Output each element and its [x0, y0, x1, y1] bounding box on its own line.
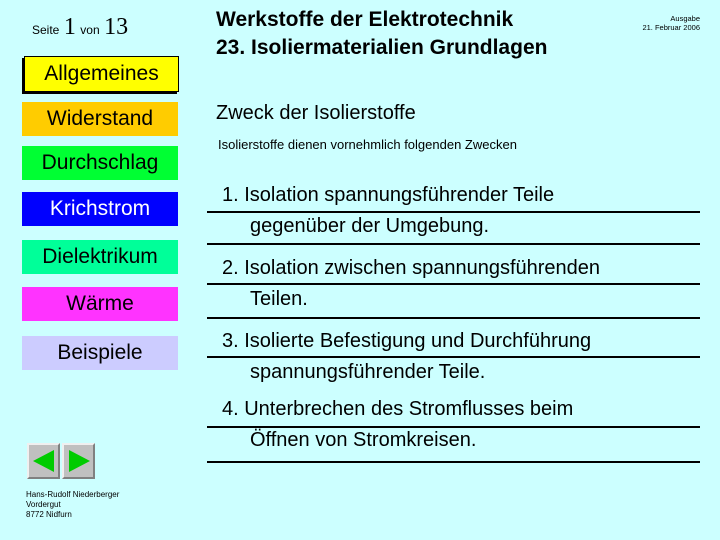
list-item-line2: spannungsführender Teile. — [250, 361, 486, 383]
nav-button-beispiele[interactable]: Beispiele — [22, 336, 178, 370]
list-item-line1: 1. Isolation spannungsführender Teile — [222, 184, 555, 206]
section-heading: Zweck der Isolierstoffe — [216, 102, 416, 124]
page-label: Seite — [32, 23, 60, 37]
author-name: Hans-Rudolf Niederberger — [26, 490, 120, 499]
edition-label: Ausgabe — [670, 14, 700, 23]
author-info — [26, 490, 119, 520]
previous-slide-button[interactable] — [27, 443, 60, 479]
divider — [207, 356, 700, 358]
page-of-label: von — [80, 23, 100, 37]
list-item-line1: 2. Isolation zwischen spannungsführenden — [222, 257, 601, 279]
nav-button-allgemeines[interactable]: Allgemeines — [24, 56, 179, 92]
nav-button-krichstrom[interactable]: Krichstrom — [22, 192, 178, 226]
list-item-line2: Teilen. — [250, 288, 308, 310]
divider — [207, 317, 700, 319]
divider — [207, 283, 700, 285]
list-item-line2: Öffnen von Stromkreisen. — [250, 429, 477, 451]
nav-button-durchschlag[interactable]: Durchschlag — [22, 146, 178, 180]
intro-text: Isolierstoffe dienen vornehmlich folgenden Zwecken — [218, 137, 517, 152]
divider — [207, 243, 700, 245]
edition-date: 21. Februar 2006 — [642, 23, 700, 32]
divider — [207, 461, 700, 463]
list-item-line1: 3. Isolierte Befestigung und Durchführung — [222, 330, 592, 352]
total-pages: 13 — [104, 14, 129, 40]
divider — [207, 426, 700, 428]
list-item — [222, 394, 573, 456]
page-title: Werkstoffe der Elektrotechnik — [216, 8, 514, 31]
list-item-line1: 4. Unterbrechen des Stromflusses beim — [222, 398, 574, 420]
nav-button-dielektrikum[interactable]: Dielektrikum — [22, 240, 178, 274]
list-item-line2: gegenüber der Umgebung. — [250, 215, 490, 237]
author-street: Vordergut — [26, 500, 61, 509]
nav-button-waerme[interactable]: Wärme — [22, 287, 178, 321]
nav-button-widerstand[interactable]: Widerstand — [22, 102, 178, 136]
edition-info — [642, 14, 700, 32]
arrow-left-icon — [31, 448, 57, 474]
next-slide-button[interactable] — [62, 443, 95, 479]
current-page: 1 — [63, 14, 76, 40]
page-counter — [32, 14, 128, 50]
page-subtitle: 23. Isoliermaterialien Grundlagen — [216, 36, 548, 59]
arrow-right-icon — [66, 448, 92, 474]
author-city: 8772 Nidfurn — [26, 510, 72, 519]
divider — [207, 211, 700, 213]
